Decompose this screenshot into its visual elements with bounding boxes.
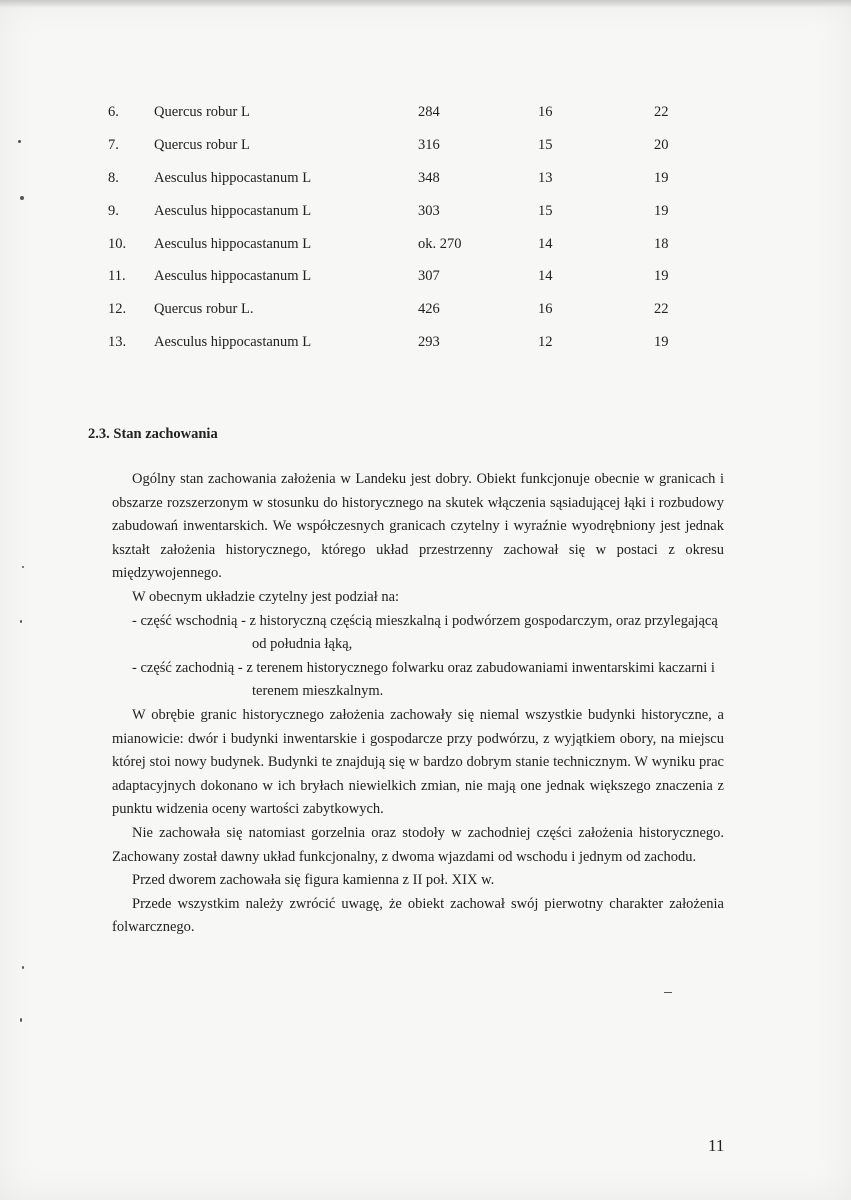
species-name: Aesculus hippocastanum L [154, 268, 312, 285]
row-number: 9. [108, 202, 119, 219]
species-name: Quercus robur L. [154, 301, 254, 318]
paragraph-conclusion: Przede wszystkim należy zwrócić uwagę, że obiekt zachował swój pierwotny charakter założenia folwarcznego. [112, 895, 724, 936]
paragraph-figure: Przed dworem zachowała się figura kamienna z II poł. XIX w. [132, 872, 495, 889]
species-name: Aesculus hippocastanum L [154, 235, 312, 252]
value-2: 14 [538, 268, 553, 285]
value-3: 20 [654, 136, 669, 153]
scan-speck [20, 620, 22, 623]
paragraph-buildings: W obrębie granic historycznego założenia zachowały się niemal wszystkie budynki historyczne, a mianowicie: dwór i budynki inwentarskie i gospodarcze przy podwórzu, z wyjątkiem obory, na miejscu której stoi nowy budynek. Budynki te znajdują się w bardzo dobrym stanie technicznym. W wyniku prac adaptacyjnych dokonano w ich bryłach niewielkich zmian, nie mają one jednak większego znaczenia z punktu widzenia oceny wartości zabytkowych. [112, 706, 724, 818]
scan-speck [20, 1018, 22, 1022]
value-1: 303 [418, 202, 440, 219]
value-3: 19 [654, 334, 669, 351]
tree-table [108, 96, 728, 359]
row-number: 11. [108, 268, 126, 285]
table-row [108, 162, 728, 195]
value-1: 348 [418, 169, 440, 186]
body-text [112, 468, 724, 940]
table-row [108, 129, 728, 162]
value-3: 22 [654, 103, 669, 120]
scan-speck [20, 196, 24, 200]
value-2: 15 [538, 202, 553, 219]
list-item-west: - część zachodnią - z terenem historycznego folwarku oraz zabudowaniami inwentarskimi kaczarni i [132, 659, 715, 676]
value-3: 22 [654, 301, 669, 318]
scan-speck [18, 140, 21, 143]
value-1: 293 [418, 334, 440, 351]
table-row [108, 326, 728, 359]
value-2: 16 [538, 301, 553, 318]
value-1: 316 [418, 136, 440, 153]
row-number: 10. [108, 235, 127, 252]
species-name: Aesculus hippocastanum L [154, 169, 312, 186]
row-number: 7. [108, 136, 119, 153]
page-number: 11 [708, 1136, 725, 1155]
scan-speck [22, 966, 24, 969]
value-2: 13 [538, 169, 553, 186]
species-name: Aesculus hippocastanum L [154, 202, 312, 219]
paragraph-general-state: Ogólny stan zachowania założenia w Landeku jest dobry. Obiekt funkcjonuje obecnie w granicach i obszarze rozszerzonym w stosunku do historycznego na skutek włączenia sąsiadującej łąki i rozbudowy zabudowań inwentarskich. We współczesnych granicach czytelny i wyraźnie wyodrębniony jest jednak kształt założenia historycznego, którego układ przestrzenny zachował się w postaci z okresu międzywojennego. [112, 471, 724, 582]
value-3: 19 [654, 268, 669, 285]
scan-speck [664, 992, 672, 993]
value-1: 284 [418, 103, 440, 120]
row-number: 13. [108, 334, 127, 351]
table-row [108, 195, 728, 228]
value-1: 426 [418, 301, 440, 318]
value-3: 18 [654, 235, 669, 252]
row-number: 8. [108, 169, 119, 186]
list-item-west-cont: terenem mieszkalnym. [252, 683, 384, 700]
tree-table-body [108, 96, 728, 359]
table-row [108, 260, 728, 293]
paragraph-division-intro: W obecnym układzie czytelny jest podział na: [132, 588, 400, 605]
table-row [108, 228, 728, 261]
value-2: 12 [538, 334, 553, 351]
list-item-east: - część wschodnią - z historyczną częścią mieszkalną i podwórzem gospodarczym, oraz przylegającą [132, 612, 718, 629]
section-title: 2.3. Stan zachowania [88, 426, 218, 442]
value-1: ok. 270 [418, 235, 462, 252]
row-number: 12. [108, 301, 127, 318]
species-name: Quercus robur L [154, 103, 250, 120]
row-number: 6. [108, 103, 119, 120]
species-name: Aesculus hippocastanum L [154, 334, 312, 351]
list-item-east-cont: od południa łąką, [252, 636, 353, 653]
scan-speck [22, 566, 24, 568]
species-name: Quercus robur L [154, 136, 250, 153]
paragraph-lost-buildings: Nie zachowała się natomiast gorzelnia oraz stodoły w zachodniej części założenia historycznego. Zachowany został dawny układ funkcjonalny, z dwoma wjazdami od wschodu i jednym od zachodu. [112, 824, 724, 865]
table-row [108, 293, 728, 326]
value-2: 15 [538, 136, 553, 153]
value-3: 19 [654, 169, 669, 186]
value-3: 19 [654, 202, 669, 219]
value-2: 16 [538, 103, 553, 120]
table-row [108, 96, 728, 129]
value-1: 307 [418, 268, 440, 285]
value-2: 14 [538, 235, 553, 252]
